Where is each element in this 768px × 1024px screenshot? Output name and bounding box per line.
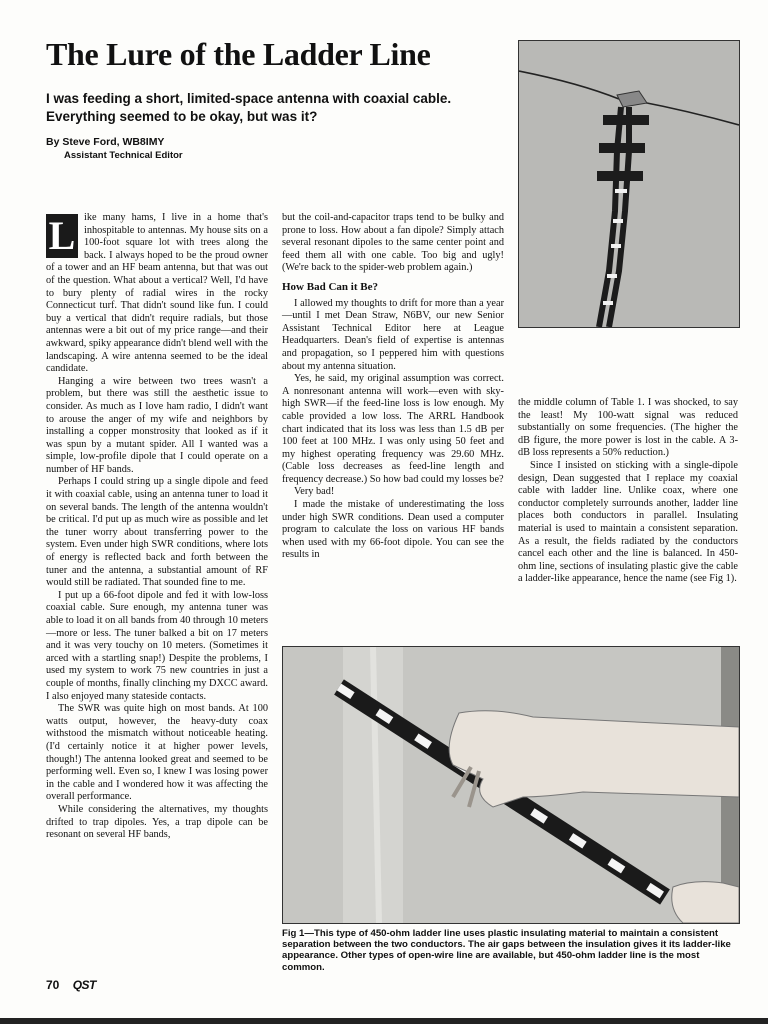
section-heading: How Bad Can it Be?	[282, 280, 378, 293]
paragraph: While considering the alternatives, my thoughts drifted to trap dipoles. Yes, a trap dipole can be resonant on several HF bands,	[46, 803, 268, 841]
body-column-3	[518, 397, 738, 586]
paragraph: Very bad!	[294, 486, 335, 498]
byline	[46, 136, 346, 162]
author-role: Assistant Technical Editor	[64, 150, 183, 161]
paragraph: The SWR was quite high on most bands. At 100 watts output, however, the heavy-duty coax withstood the mismatch without noticeable heating. (I'd certainly notice it at higher power levels, though!) The antenna looked great and seemed to be performing well. Even so, I knew I was losing power in the cable and I wondered how it was affecting the overall performance.	[46, 703, 268, 803]
page-number: 70	[46, 978, 60, 992]
paragraph: I put up a 66-foot dipole and fed it with low-loss coaxial cable. Sure enough, my antenna tuner was able to load it on all bands from 40 through 10 meters—more or less. The tuner balked a bit on 17 meters and it was very touchy on 10 meters. (Sometimes it arced with a startling snap!) Despite the problems, I used my system to work 75 new countries in just a couple of months, finally clinching my DXCC award. I also enjoyed many stateside contacts.	[46, 589, 268, 702]
paragraph: I allowed my thoughts to drift for more than a year—until I met Dean Straw, N6BV, our new Senior Assistant Technical Editor here at League Headquarters. Dean's field of expertise is antennas and propagation, so I peppered him with questions about my antenna situation.	[282, 297, 504, 372]
magazine-logo: QST	[72, 978, 96, 992]
ladder-line-photo	[282, 646, 740, 924]
paragraph: Hanging a wire between two trees wasn't a problem, but there was still the aesthetic issue to consider. As much as I love ham radio, I didn't want to arouse the anger of my wife and neighbors by installing a copper monstrosity that looked as if it was spun by a mutant spider. All I wanted was a simple, low-profile dipole that I could operate on a number of HF bands.	[46, 375, 268, 475]
page-footer	[46, 978, 96, 992]
article-deck: I was feeding a short, limited-space antenna with coaxial cable. Everything seemed to be okay, but was it?	[46, 91, 452, 124]
paragraph: the middle column of Table 1. I was shocked, to say the least! My 100-watt signal was reduced substantially on some frequencies. (The higher the dB figure, the more power is lost in the cable. A 3-dB loss represents a 50% reduction.)	[518, 397, 738, 459]
paragraph: Since I insisted on sticking with a single-dipole design, Dean suggested that I replace my coaxial cable with ladder line. Unlike coax, where one conductor completely surrounds another, ladder line places both conductors in parallel. Insulating material is used to maintain a consistent separation. As a result, the fields radiated by the conductors cancel each other and the line is balanced. In 450-ohm line, sections of insulating plastic give the cable a ladder-like appearance, hence the name (see Fig 1).	[518, 459, 738, 585]
paragraph: L ike many hams, I live in a home that's inhospitable to antennas. My house sits on a 100-foot square lot with trees along the back. I always hoped to be the proud owner of a tower and an HF beam antenna, but that was out of the question. What about a vertical? Well, I'd have to bury plenty of radial wires in the rocky Connecticut turf. That didn't sound like fun. I could buy a vertical that didn't require radials, but those antennas were a bit out of my price range—and their awkward, spiky appearance didn't blend well with the landscaping. A wire antenna seemed to be the ideal candidate.	[46, 212, 268, 375]
body-column-2	[282, 212, 504, 562]
paragraph: Perhaps I could string up a single dipole and feed it with coaxial cable, using an antenna tuner to load it on several bands. The length of the antenna wouldn't be critical. I'd put up as much wire as possible and let the tuner worry about transferring power to the system. Even under high SWR conditions, where lots of energy is reflected back and forth between the tuner and the antenna, a substantial amount of RF would still be radiated. That sounded fine to me.	[46, 476, 268, 589]
figure-caption: Fig 1—This type of 450-ohm ladder line uses plastic insulating material to maintain a consistent separation between the two conductors. The air gaps between the insulation gives it its ladder-like appearance. Other types of open-wire line are available, but 450-ohm ladder line is the most common.	[282, 928, 731, 973]
bottom-rule	[0, 1018, 768, 1024]
paragraph: Yes, he said, my original assumption was correct. A nonresonant antenna will work—even with sky-high SWR—if the feed-line loss is low enough. My cable provided a low loss. The ARRL Handbook chart indicated that its loss was less than 1.5 dB per 100 feet at 100 MHz. I was only using 50 feet and my highest operating frequency was 29.60 MHz. (Cable loss decreases as feed-line length and frequency decrease.) So how bad could my losses be?	[282, 373, 504, 485]
body-column-1	[46, 212, 268, 842]
paragraph: I made the mistake of underestimating the loss under high SWR conditions. Dean used a computer program to calculate the loss on various HF bands when used with my 66-foot dipole. You can see the results in	[282, 499, 504, 561]
antenna-feedpoint-photo	[518, 40, 740, 328]
paragraph: but the coil-and-capacitor traps tend to be bulky and prone to loss. How about a fan dipole? Simply attach several resonant dipoles to the same center point and feed them all with one cable. Too big and ugly! (We're back to the spider-web problem again.)	[282, 212, 504, 274]
article-title: The Lure of the Ladder Line	[46, 36, 431, 72]
drop-cap: L	[46, 214, 78, 258]
author-name: By Steve Ford, WB8IMY	[46, 136, 165, 148]
